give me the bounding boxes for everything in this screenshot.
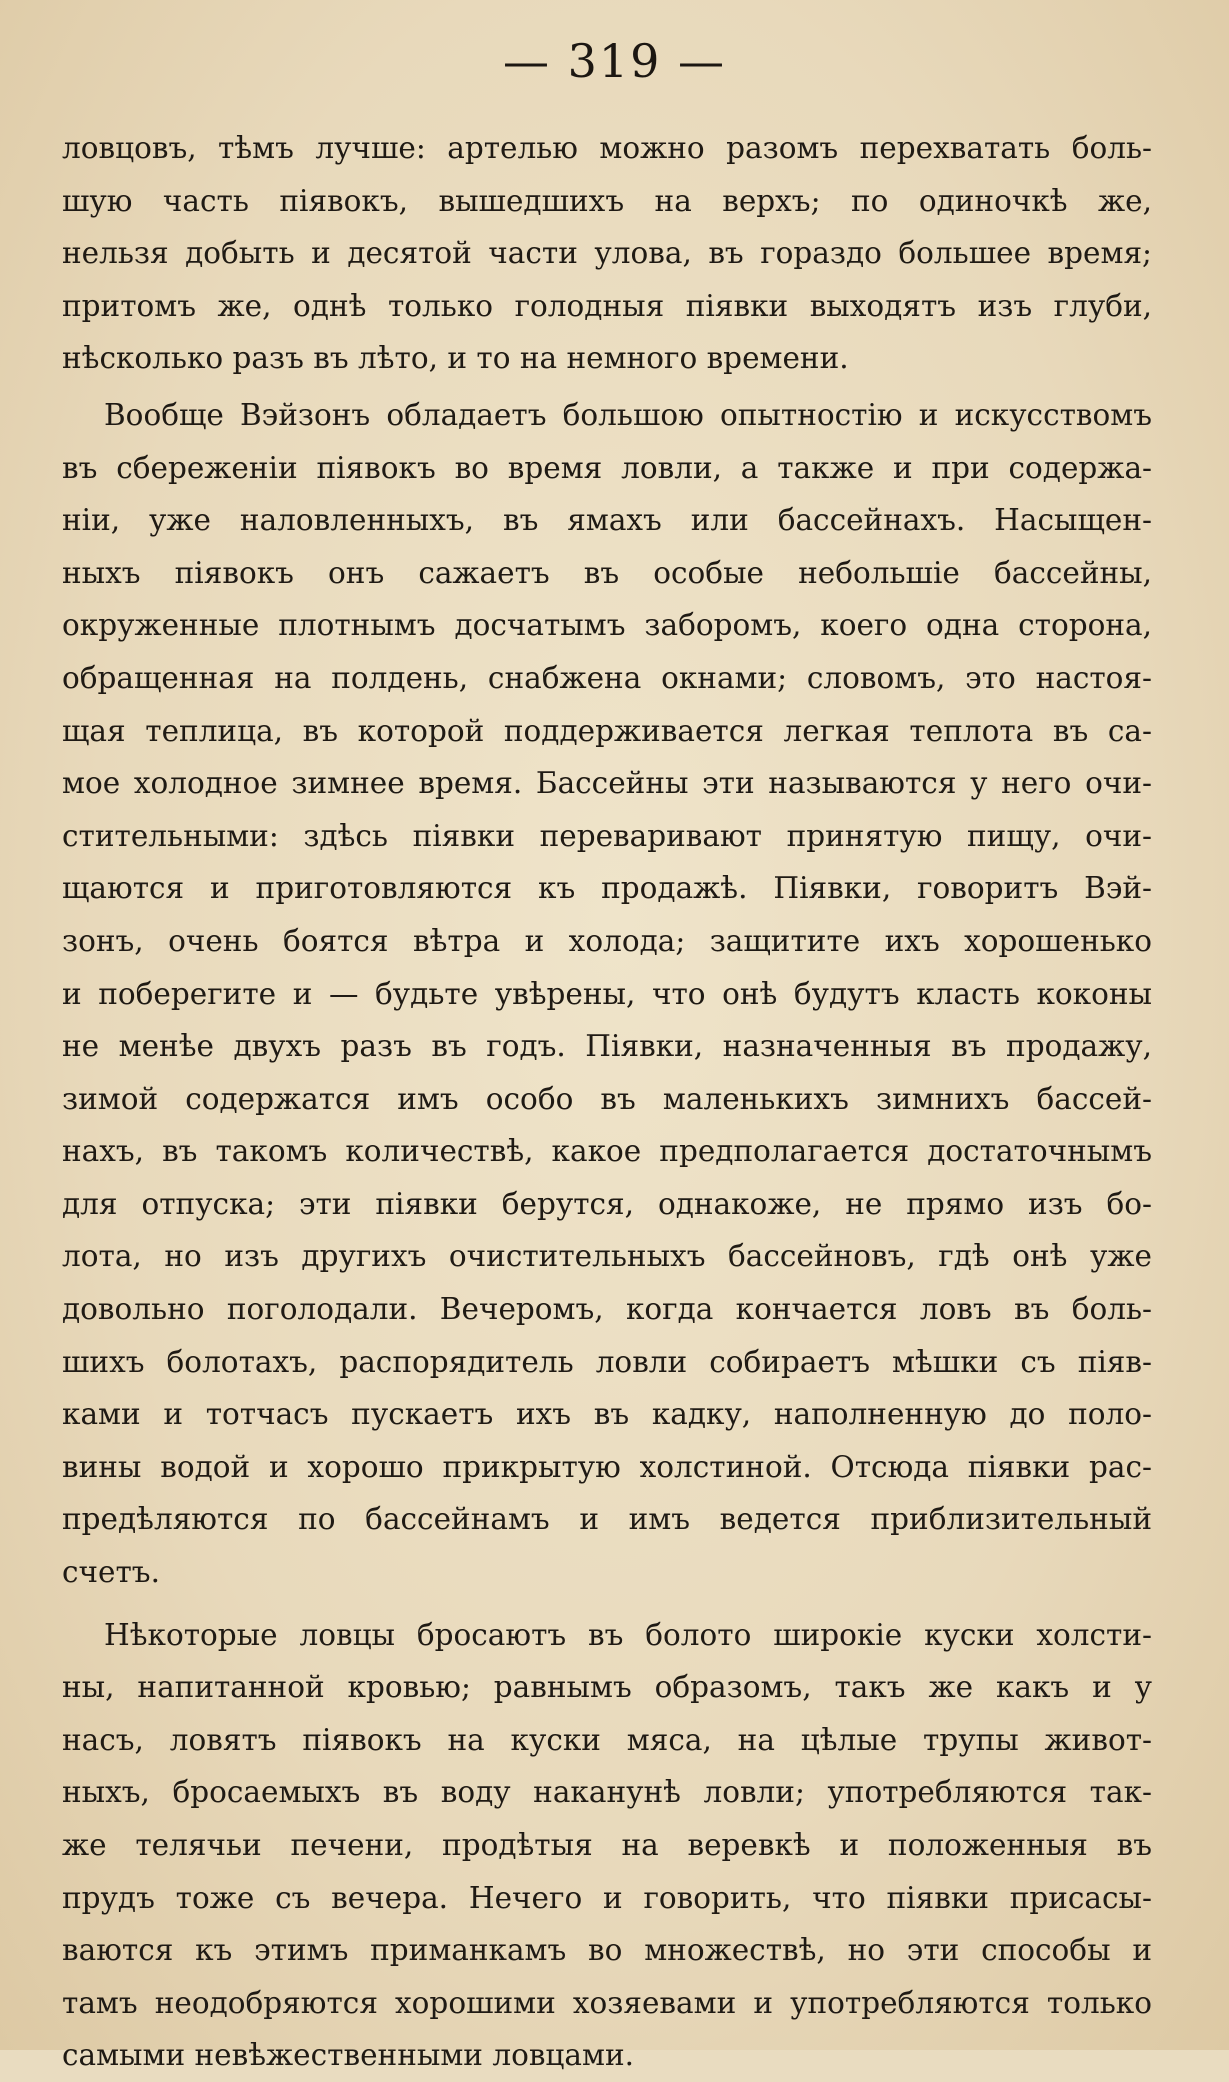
text-line: довольно поголодали. Вечеромъ, когда кончается ловъ въ боль-	[62, 1292, 1152, 1327]
text-line: въ сбереженіи піявокъ во время ловли, а также и при содержа-	[62, 450, 1152, 485]
text-line: тамъ неодобряются хорошими хозяевами и употребляются только	[62, 1985, 1152, 2020]
body-text	[62, 122, 1152, 2082]
text-line: ваются къ этимъ приманкамъ во множествѣ, но эти способы и	[62, 1933, 1152, 1968]
text-line: ны, напитанной кровью; равнымъ образомъ, такъ же какъ и у	[62, 1670, 1152, 1705]
text-line: шую часть піявокъ, вышедшихъ на верхъ; по одиночкѣ же,	[62, 183, 1152, 218]
text-line: нельзя добыть и десятой части улова, въ гораздо большее время;	[62, 236, 1152, 271]
page-number: — 319 —	[502, 34, 727, 88]
text-line: щая теплица, въ которой поддерживается легкая теплота въ са-	[62, 713, 1152, 748]
paragraph	[62, 122, 1152, 385]
text-line: обращенная на полдень, снабжена окнами; словомъ, это настоя-	[62, 660, 1152, 695]
text-line: окруженные плотнымъ досчатымъ заборомъ, коего одна сторона,	[62, 608, 1152, 643]
text-line: не менѣе двухъ разъ въ годъ. Піявки, назначенныя въ продажу,	[62, 1029, 1152, 1064]
text-line: мое холодное зимнее время. Бассейны эти называются у него очи-	[62, 766, 1152, 801]
text-line: ками и тотчасъ пускаетъ ихъ въ кадку, наполненную до поло-	[62, 1397, 1152, 1432]
text-line: предѣляются по бассейнамъ и имъ ведется приблизительный	[62, 1502, 1152, 1537]
text-line: щаются и приготовляются къ продажѣ. Піявки, говоритъ Вэй-	[62, 871, 1152, 906]
text-line: Нѣкоторые ловцы бросаютъ въ болото широкіе куски холсти-	[104, 1617, 1152, 1652]
text-line: нѣсколько разъ въ лѣто, и то на немного времени.	[62, 341, 849, 376]
text-line: ніи, уже наловленныхъ, въ ямахъ или бассейнахъ. Насыщен-	[62, 503, 1152, 538]
text-line: же телячьи печени, продѣтыя на веревкѣ и положенныя въ	[62, 1828, 1152, 1862]
text-line: притомъ же, однѣ только голодныя піявки выходятъ изъ глуби,	[62, 288, 1152, 323]
text-line: зимой содержатся имъ особо въ маленькихъ зимнихъ бассей-	[62, 1081, 1152, 1116]
text-line: Вообще Вэйзонъ обладаетъ большою опытностію и искусствомъ	[104, 397, 1152, 432]
paragraph	[62, 1609, 1152, 2082]
text-line: счетъ.	[62, 1555, 160, 1590]
text-line: лота, но изъ другихъ очистительныхъ бассейновъ, гдѣ онѣ уже	[62, 1239, 1152, 1274]
paragraph	[62, 389, 1152, 1599]
text-line: насъ, ловятъ піявокъ на куски мяса, на цѣлые трупы живот-	[62, 1722, 1152, 1757]
text-line: самыми невѣжественными ловцами.	[62, 2038, 634, 2073]
text-line: нахъ, въ такомъ количествѣ, какое предполагается достаточнымъ	[62, 1134, 1152, 1169]
text-line: для отпуска; эти піявки берутся, однакоже, не прямо изъ бо-	[62, 1186, 1152, 1221]
paragraph-gap	[62, 1599, 1152, 1609]
text-line: прудъ тоже съ вечера. Нечего и говорить, что піявки присасы-	[62, 1880, 1152, 1915]
text-line: ныхъ піявокъ онъ сажаетъ въ особые небольшіе бассейны,	[62, 555, 1152, 590]
text-line: и поберегите и — будьте увѣрены, что онѣ будутъ класть коконы	[62, 976, 1152, 1011]
text-line: зонъ, очень боятся вѣтра и холода; защитите ихъ хорошенько	[62, 923, 1152, 958]
text-line: шихъ болотахъ, распорядитель ловли собираетъ мѣшки съ піяв-	[62, 1344, 1152, 1379]
text-line: стительными: здѣсь піявки переваривают принятую пищу, очи-	[62, 818, 1152, 853]
text-line: вины водой и хорошо прикрытую холстиной. Отсюда піявки рас-	[62, 1449, 1152, 1484]
text-line: ловцовъ, тѣмъ лучше: артелью можно разомъ перехватать боль-	[62, 131, 1152, 165]
text-line: ныхъ, бросаемыхъ въ воду наканунѣ ловли; употребляются так-	[62, 1775, 1152, 1810]
